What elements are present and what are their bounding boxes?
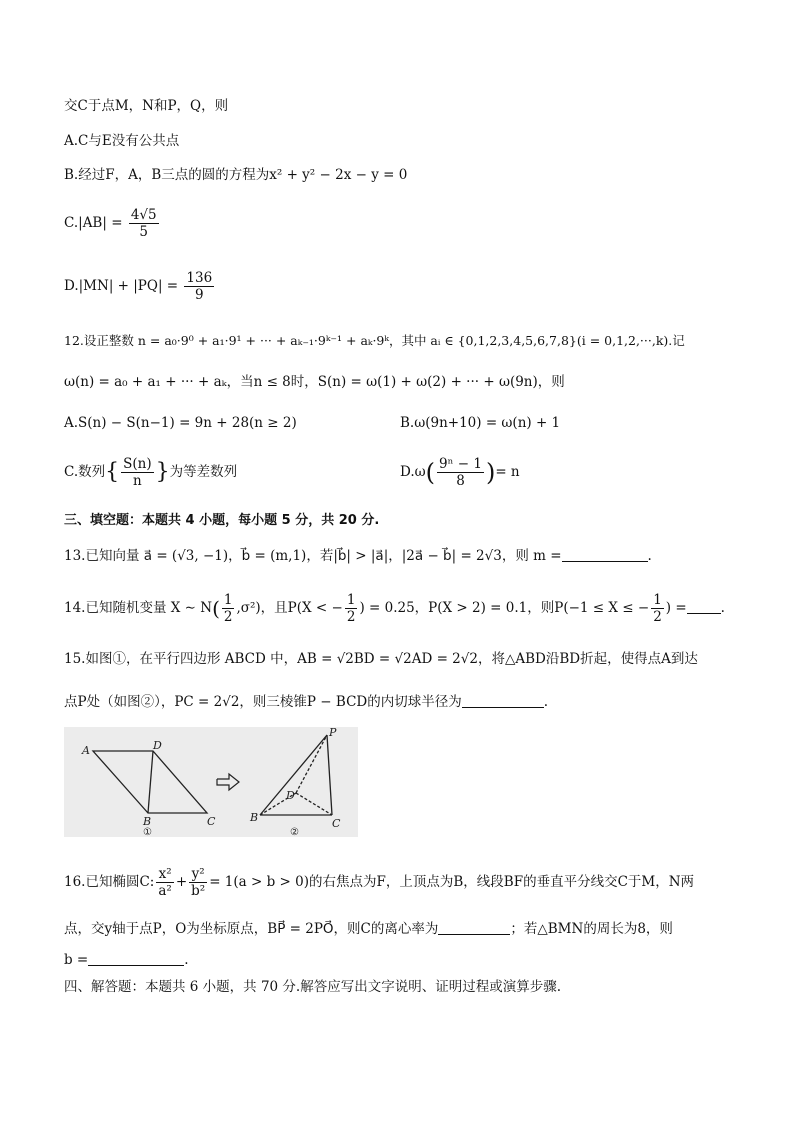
q12-option-c-suffix: 为等差数列 [169,464,238,480]
q14-fraction-2-denominator: 2 [346,609,356,625]
q16-line2-tail: ；若△BMN的周长为8，则 [510,921,673,937]
q14-fraction-2 [345,592,358,625]
q16-line3-tail: . [184,952,189,968]
q14-part3: ) = 0.25，P(X > 2) = 0.1，则P(−1 ≤ X ≤ − [359,600,650,616]
q13 [64,546,652,566]
q16-line1-rest: = 1(a > b > 0)的右焦点为F，上顶点为B，线段BF的垂直平分线交C于M，N两 [209,874,695,890]
fig2-label-c: C [332,817,341,830]
q11-option-d-prefix: D.|MN| + |PQ| = [64,278,183,294]
q16-prefix: 16.已知椭圆C: [64,874,155,890]
q11-option-c-numerator: 4√5 [130,207,157,223]
q15-figure [64,727,358,837]
q11-stem: 交C于点M，N和P，Q，则 [64,98,229,114]
q13-text: 13.已知向量 a⃗ = (√3, −1)，b⃗ = (m,1)，若|b⃗| > |a⃗|，|2a⃗ − b⃗| = 2√3，则 m = [64,548,562,564]
q16-line2 [64,919,673,939]
fig1-caption: ① [143,827,152,837]
q11-option-c-fraction [129,207,159,240]
q12-option-c: C.数列{ $\frac{S(n)}{n}$ }为等差数列 [64,456,238,489]
q14-fraction-3 [651,592,664,625]
q14-part2: ,σ²)，且P(X < − [236,600,343,616]
q15-line2-text: 点P处（如图②），PC = 2√2，则三棱锥P − BCD的内切球半径为 [64,694,462,710]
q16-x-numerator: x² [156,866,173,883]
q11-option-d [64,270,216,303]
q13-answer-blank [562,547,648,562]
q12-stem-line1: 12.设正整数 n = a₀·9⁰ + a₁·9¹ + ··· + aₖ₋₁·9ᵏ⁻¹ + aₖ·9ᵏ，其中 aᵢ ∈ {0,1,2,3,4,5,6,7,8}(i = 0,1,2,···,k).记 [64,333,685,348]
q16-line3-text: b = [64,952,89,968]
diagonal-bd [148,751,153,813]
q12-option-a: A.S(n) − S(n−1) = 9n + 28(n ≥ 2) [64,415,297,431]
q12-option-d-fraction [437,456,484,489]
q11-option-b: B.经过F，A，B三点的圆的方程为x² + y² − 2x − y = 0 [64,167,408,183]
q11-option-d-denominator: 9 [195,287,204,303]
q12-option-b: B.ω(9n+10) = ω(n) + 1 [400,415,561,431]
q12-option-c-fraction [121,456,153,489]
q16-line1: 16.已知椭圆C: $\frac{\text{x²}}{\text{a²}}$ + $\frac{\text{y²}}{\text{b²}}$ = 1(a > b > 0)的右焦点为F，上顶点为B，线段BF的垂直平分线交C于M，N两 [64,866,695,899]
fig2-label-d: D [286,789,295,802]
q12-option-c-numerator: S(n) [123,456,152,472]
q12-option-c-prefix: C.数列 [64,464,106,480]
q14-fraction-2-numerator: 1 [346,592,356,608]
transform-arrow-icon [217,774,239,790]
q14-part1: 14.已知随机变量 X ∼ N [64,600,213,616]
q11-option-c-denominator: 5 [139,224,148,240]
fig2-label-p: P [329,727,337,739]
fig2-caption: ② [290,827,299,837]
q13-tail: . [647,548,652,564]
q14-tail: . [720,600,725,616]
q12-option-c-denominator: n [133,473,142,489]
q11-option-c-prefix: C.|AB| = [64,215,127,231]
section-3-heading: 三、填空题：本题共 4 小题，每小题 5 分，共 20 分. [64,513,380,528]
q11-option-d-fraction [184,270,214,303]
fig1-label-c: C [207,815,216,828]
q14-fraction-3-numerator: 1 [653,592,662,608]
q12-option-d-prefix: D.ω [400,464,426,480]
q16-x-fraction [156,866,173,899]
q15-tail: . [543,694,549,710]
q14-mean-fraction [222,592,235,625]
q15-line1: 15.如图①，在平行四边形 ABCD 中，AB = √2BD = √2AD = 2√2，将△ABD沿BD折起，使得点A到达 [64,651,698,667]
q16-eccentricity-blank [438,920,510,935]
q14-part4: ) = [665,600,687,616]
q16-b-blank [88,951,184,966]
fig1-label-a: A [82,744,90,757]
q15-line2 [64,692,548,712]
q16-x-denominator: a² [158,883,172,899]
q14-mean-numerator: 1 [223,592,233,608]
q12-option-d-denominator: 8 [456,473,465,489]
fig1-label-d: D [153,739,162,752]
q11-option-d-numerator: 136 [186,270,213,286]
q14-mean-denominator: 2 [223,609,233,625]
q12-stem-line2: ω(n) = a₀ + a₁ + ··· + aₖ，当n ≤ 8时，S(n) = ω(1) + ω(2) + ··· + ω(9n)，则 [64,374,565,390]
q15-answer-blank [462,693,544,708]
q12-option-d-numerator: 9ⁿ − 1 [439,456,482,472]
q16-line2-text: 点，交y轴于点P，O为坐标原点，BP⃗ = 2PO⃗，则C的离心率为 [64,921,439,937]
section-4-heading: 四、解答题：本题共 6 小题，共 70 分.解答应写出文字说明、证明过程或演算步骤. [64,979,562,995]
q16-line3 [64,950,189,970]
q14: 14.已知随机变量 X ∼ N( $\frac{1}{2}$ ,σ²)，且P(X < − $\frac{1}{2}$ ) = 0.25，P(X > 2) = 0.1，则P(−1 ≤ X ≤ − $\frac{1}{2}$ ) = . [64,592,725,625]
fig1-label-b: B [143,815,152,828]
q11-option-a: A.C与E没有公共点 [64,133,180,149]
q14-fraction-3-denominator: 2 [653,609,662,625]
q15-figure-svg [64,727,358,837]
q14-answer-blank [687,599,721,614]
q16-y-numerator: y² [189,866,207,883]
fig2-label-b: B [250,811,259,824]
q12-option-d: D.ω( $\frac{\text{9ⁿ − 1}}{8}$ )= n [400,456,520,489]
q16-y-fraction [189,866,207,899]
q11-option-c [64,207,161,240]
figure2-tetrahedron [260,735,332,815]
figure1-parallelogram [93,751,207,813]
q12-option-d-suffix: = n [495,464,520,480]
q16-y-denominator: b² [191,883,206,899]
